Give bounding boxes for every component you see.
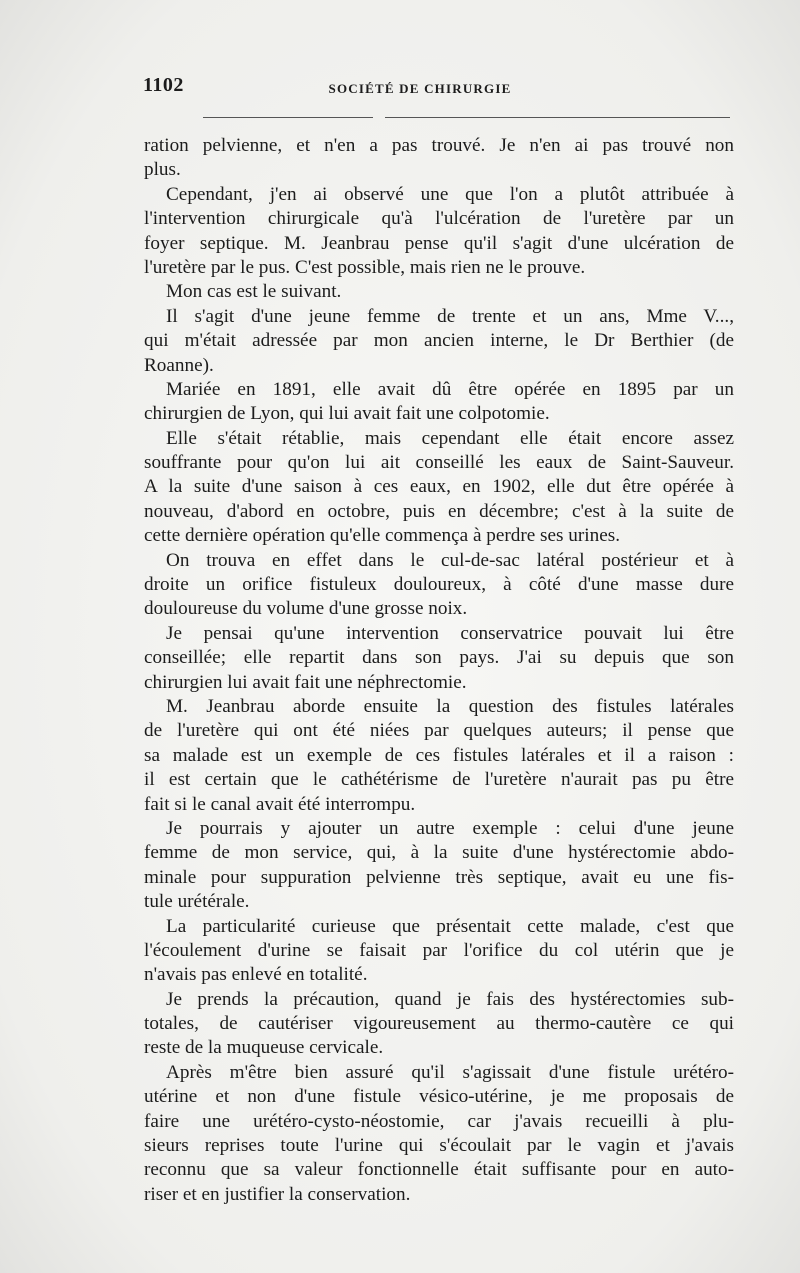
paragraph [144,695,734,817]
paragraph [144,988,734,1061]
text-line: chirurgien lui avait fait une néphrectomie. [144,671,467,693]
body-text [144,134,734,1207]
text-line: conseillée; elle repartit dans son pays. J'ai su depuis que son [144,647,734,669]
text-line: reste de la muqueuse cervicale. [144,1037,384,1059]
text-line: riser et en justifier la conservation. [144,1183,411,1205]
page-number: 1102 [143,74,184,96]
text-line: utérine et non d'une fistule vésico-utérine, je me proposais de [144,1086,734,1108]
text-line: Après m'être bien assuré qu'il s'agissait d'une fistule urétéro- [166,1061,734,1083]
paragraph [144,1061,734,1207]
paragraph [144,280,734,304]
text-line: totales, de cautériser vigoureusement au thermo-cautère ce qui [144,1013,734,1035]
text-line: Je pensai qu'une intervention conservatrice pouvait lui être [166,622,734,644]
text-line: l'intervention chirurgicale qu'à l'ulcération de l'uretère par un [144,208,734,230]
text-line: La particularité curieuse que présentait cette malade, c'est que [166,915,734,937]
text-line: nouveau, d'abord en octobre, puis en décembre; c'est à la suite de [144,500,734,522]
text-line: Il s'agit d'une jeune femme de trente et un ans, Mme V..., [166,305,734,327]
text-line: sa malade est un exemple de ces fistules latérales et il a raison : [144,744,734,766]
text-line: ration pelvienne, et n'en a pas trouvé. Je n'en ai pas trouvé non [144,135,734,156]
text-line: l'uretère par le pus. C'est possible, mais rien ne le prouve. [144,256,586,278]
text-line: tule urétérale. [144,891,250,913]
text-line: Mon cas est le suivant. [166,281,342,303]
text-line: qui m'était adressée par mon ancien interne, le Dr Berthier (de [144,330,734,352]
text-line: plus. [144,159,181,181]
header-rule-left [203,117,373,118]
text-line: chirurgien de Lyon, qui lui avait fait une colpotomie. [144,403,550,425]
text-line: Elle s'était rétablie, mais cependant elle était encore assez [166,427,734,449]
text-line: Cependant, j'en ai observé une que l'on a plutôt attribuée à [166,183,734,205]
text-line: cette dernière opération qu'elle commença à perdre ses urines. [144,525,620,547]
text-line: l'écoulement d'urine se faisait par l'orifice du col utérin que je [144,939,734,961]
paragraph [144,622,734,695]
paragraph [144,817,734,915]
text-line: Je pourrais y ajouter un autre exemple : celui d'une jeune [166,817,734,839]
paragraph [144,549,734,622]
text-line: fait si le canal avait été interrompu. [144,793,416,815]
text-line: Mariée en 1891, elle avait dû être opérée en 1895 par un [166,378,734,400]
paragraph [144,378,734,427]
header-rule-right [385,117,730,118]
text-line: de l'uretère qui ont été niées par quelques auteurs; il pense que [144,720,734,742]
text-line: douloureuse du volume d'une grosse noix. [144,598,468,620]
text-line: faire une urétéro-cysto-néostomie, car j'avais recueilli à plu- [144,1110,734,1132]
text-line: On trouva en effet dans le cul-de-sac latéral postérieur et à [166,549,734,571]
text-line: M. Jeanbrau aborde ensuite la question des fistules latérales [166,695,734,717]
paragraph [144,134,734,183]
paragraph [144,183,734,281]
text-line: n'avais pas enlevé en totalité. [144,964,368,986]
paragraph [144,427,734,549]
text-line: minale pour suppuration pelvienne très septique, avait eu une fis- [144,866,734,888]
text-line: il est certain que le cathétérisme de l'uretère n'aurait pas pu être [144,769,734,791]
text-line: foyer septique. M. Jeanbrau pense qu'il s'agit d'une ulcération de [144,232,734,254]
text-line: Roanne). [144,354,214,376]
text-line: reconnu que sa valeur fonctionnelle était suffisante pour en auto- [144,1159,734,1181]
text-line: sieurs reprises toute l'urine qui s'écoulait par le vagin et j'avais [144,1135,734,1157]
paragraph [144,305,734,378]
text-line: droite un orifice fistuleux douloureux, à côté d'une masse dure [144,574,734,596]
text-line: souffrante pour qu'on lui ait conseillé les eaux de Saint-Sauveur. [144,452,734,474]
paragraph [144,915,734,988]
running-title: SOCIÉTÉ DE CHIRURGIE [328,81,512,96]
text-line: femme de mon service, qui, à la suite d'une hystérectomie abdo- [144,842,734,864]
text-line: Je prends la précaution, quand je fais des hystérectomies sub- [166,988,734,1010]
text-line: A la suite d'une saison à ces eaux, en 1902, elle dut être opérée à [144,476,734,498]
